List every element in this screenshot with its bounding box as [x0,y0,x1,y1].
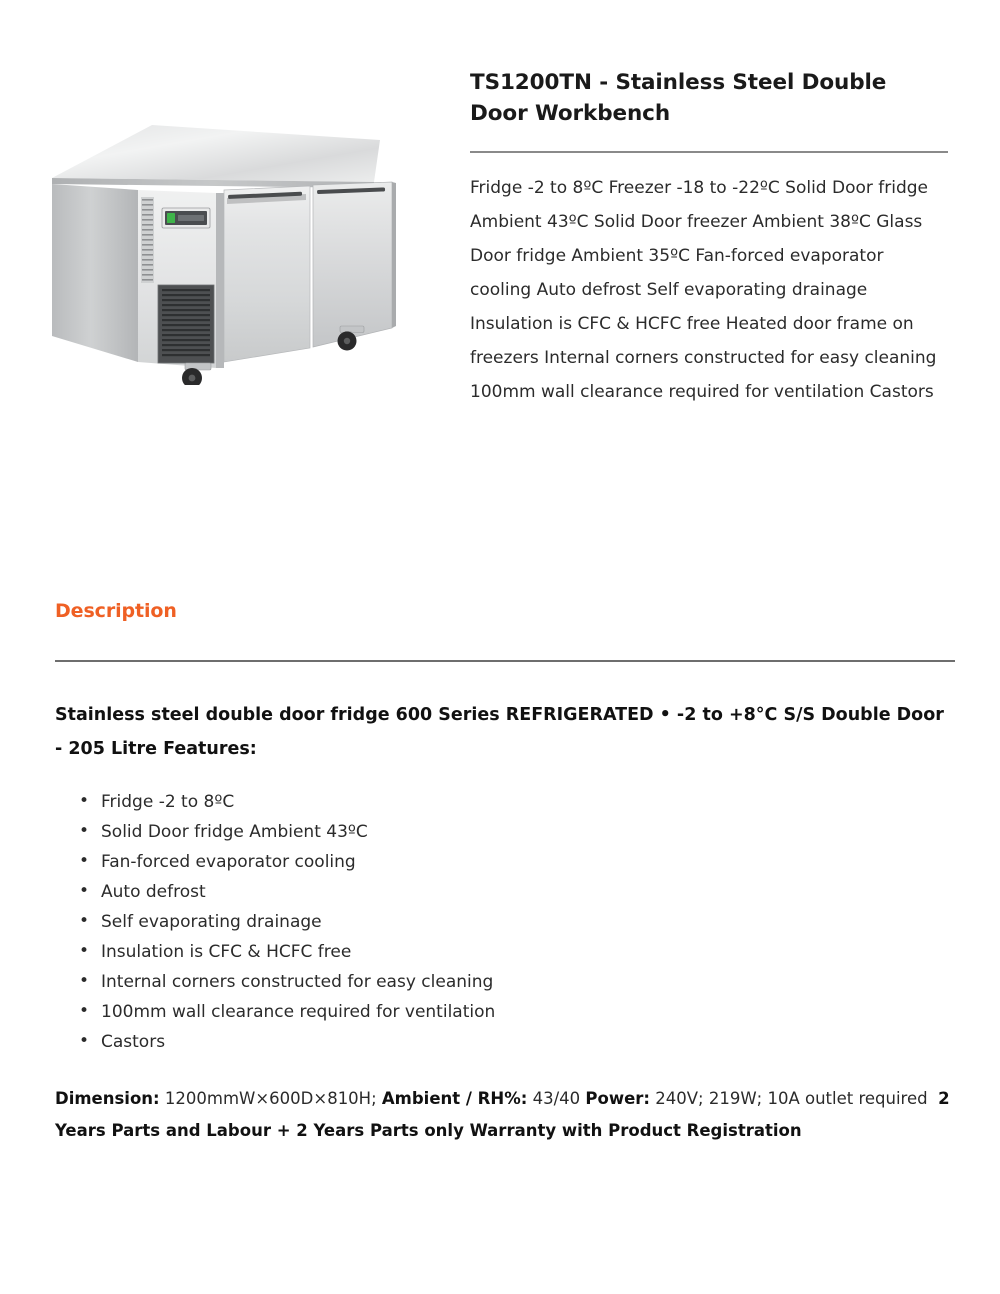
ambient-label: Ambient / RH%: [381,1089,528,1109]
product-image[interactable] [40,120,440,385]
list-item: • Internal corners constructed for easy cleaning [101,968,955,998]
list-item: • Insulation is CFC & HCFC free [101,938,955,968]
door-frame-pillar [216,193,224,368]
castor-rear-right [338,326,365,351]
cabinet-left-side [52,184,138,362]
worktop-surface [52,125,380,188]
compressor-grille [158,285,214,363]
list-item: • Castors [101,1028,955,1058]
description-heading: Description [55,600,177,622]
led-indicator-green [167,213,175,223]
temperature-display[interactable] [162,208,210,228]
description-section [55,600,955,1146]
list-item: • 100mm wall clearance required for ventilation [101,998,955,1028]
power-value: 240V; 219W; 10A outlet required [655,1089,928,1109]
feature-list [55,788,955,1057]
product-title: TS1200TN - Stainless Steel Double Door Workbench [470,70,887,126]
ambient-value: 43/40 [532,1089,581,1109]
dimension-label: Dimension: [55,1089,160,1109]
door-left[interactable] [224,186,310,362]
product-image-container [0,0,470,385]
description-intro: Stainless steel double door fridge 600 Series REFRIGERATED • -2 to +8°C S/S Double Door - 205 Litre Features: [55,705,944,760]
specifications-paragraph [55,1083,955,1146]
power-label: Power: [585,1089,650,1109]
list-item: • Solid Door fridge Ambient 43ºC [101,818,955,848]
dimension-value: 1200mmW×600D×810H; [164,1089,377,1109]
title-divider [470,151,948,153]
castor-front-left [182,363,211,385]
warranty-text: 2 Years Parts and Labour + 2 Years Parts only Warranty with Product Registration [55,1089,950,1140]
list-item: • Self evaporating drainage [101,908,955,938]
product-hero [0,0,1000,409]
description-divider [55,660,955,662]
product-summary: Fridge -2 to 8ºC Freezer -18 to -22ºC Solid Door fridge Ambient 43ºC Solid Door freezer Ambient 38ºC Glass Door fridge Ambient 35ºC Fan-forced evaporator cooling Auto defrost Self evaporating drainage Insulation is CFC & HCFC free Heated door frame on freezers Internal corners constructed for easy cleaning 100mm wall clearance required for ventilation Castors [470,178,937,403]
ventilation-slats [141,197,154,283]
cabinet-right-edge [392,182,396,328]
product-info [470,0,1000,409]
door-right[interactable] [313,182,392,347]
list-item: • Auto defrost [101,878,955,908]
list-item: • Fridge -2 to 8ºC [101,788,955,818]
list-item: • Fan-forced evaporator cooling [101,848,955,878]
